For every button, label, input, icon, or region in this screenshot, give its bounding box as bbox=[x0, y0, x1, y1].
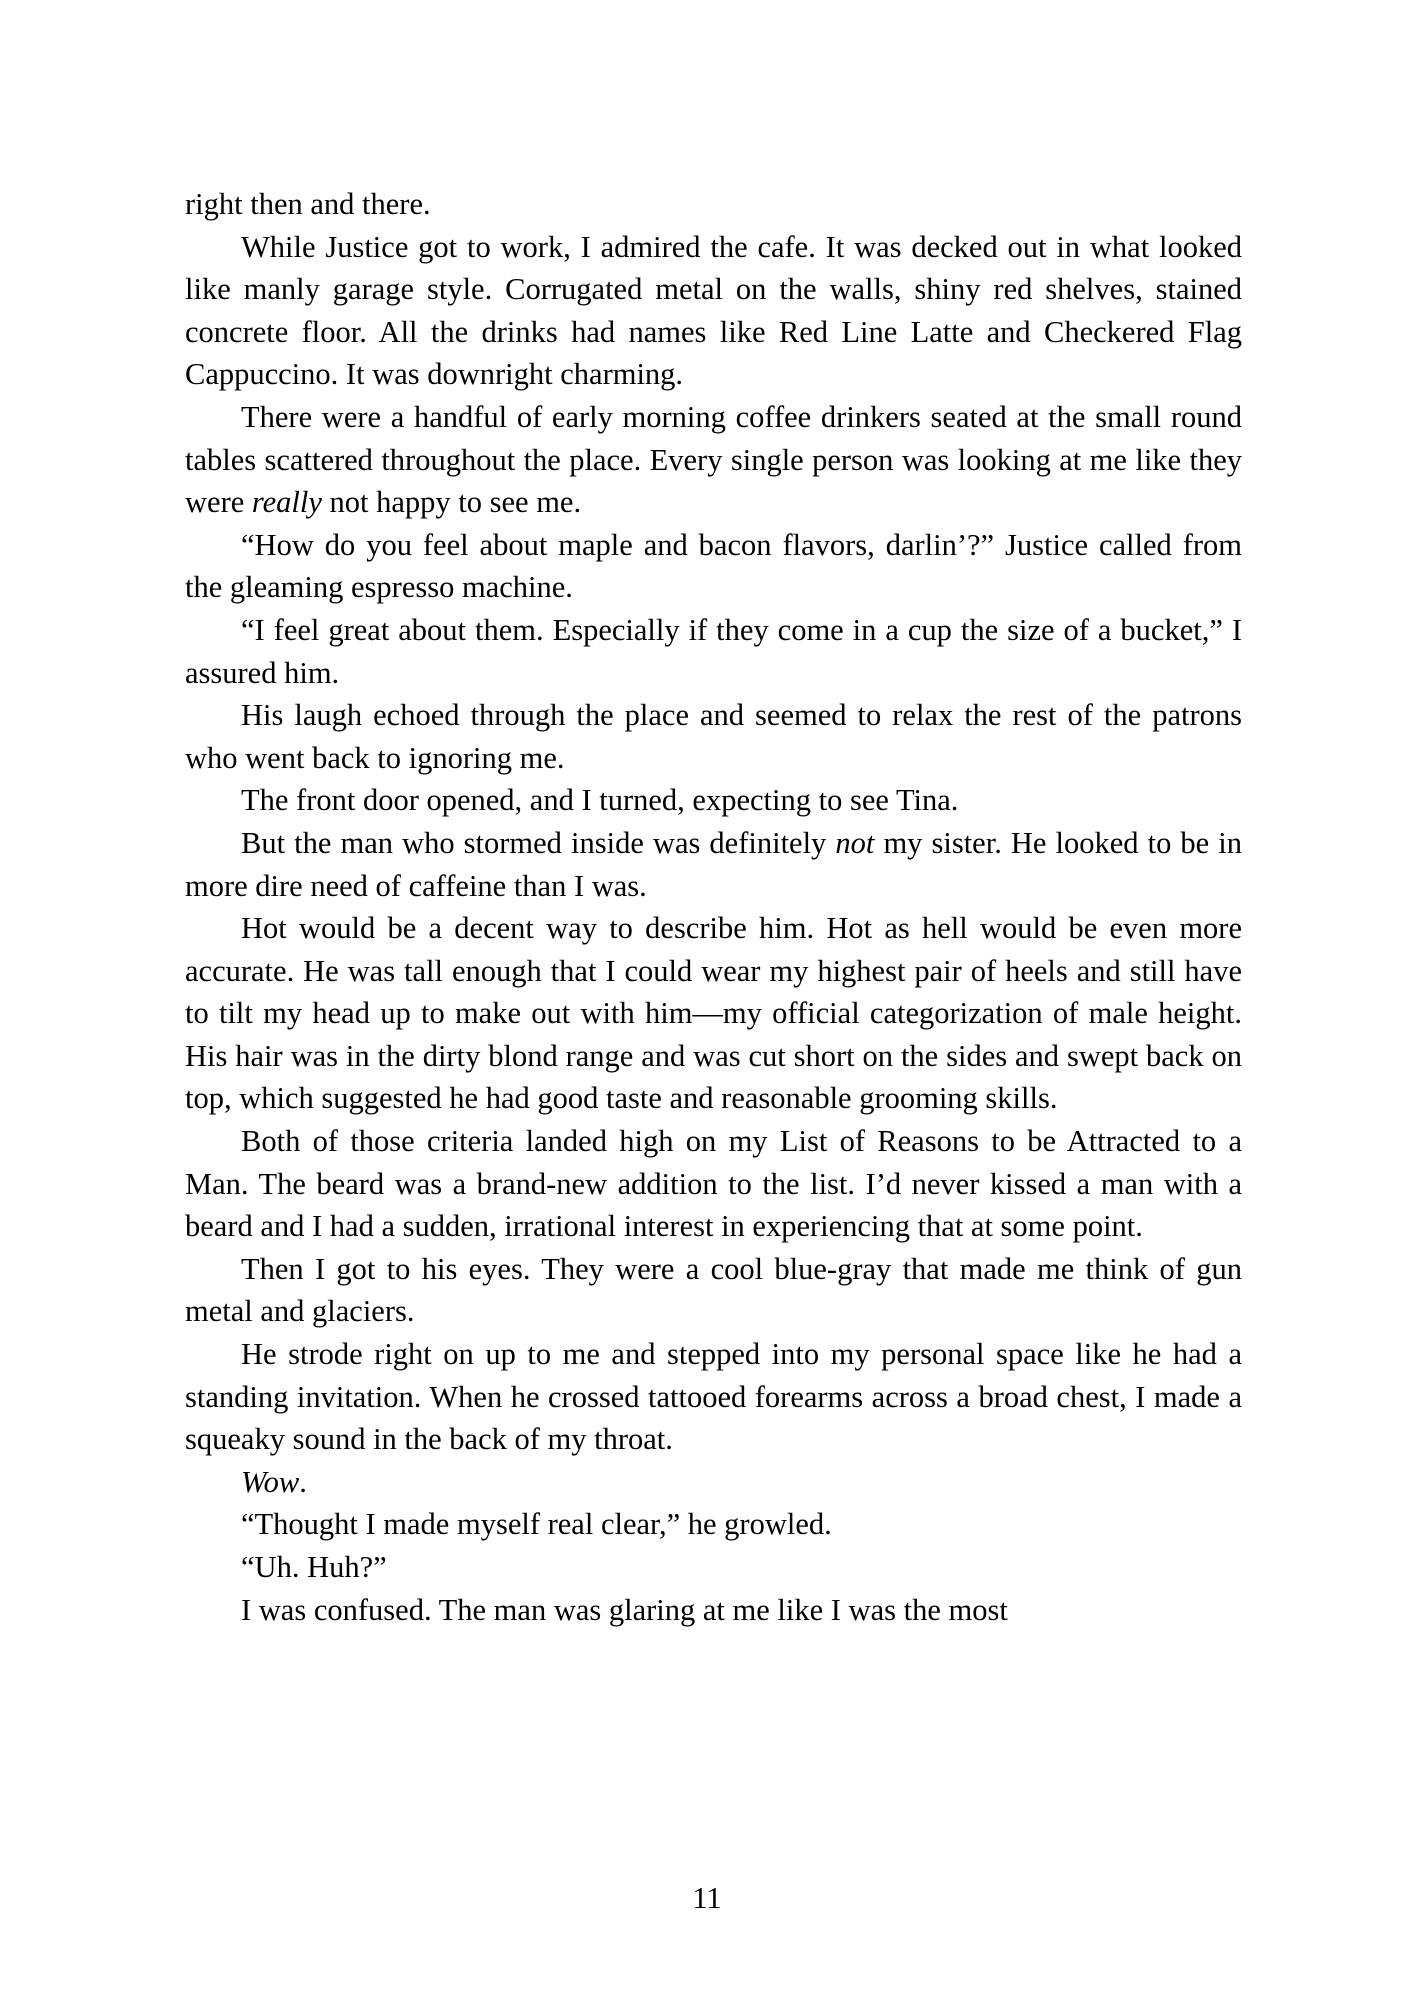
body-text: There were a handful of early morning coffee drinkers seated at the small round tables scattered throughout the place. Every single person was looking at me like they were bbox=[185, 399, 1242, 520]
body-text: “How do you feel about maple and bacon flavors, darlin’?” Justice called from the gleaming espresso machine. bbox=[185, 527, 1242, 605]
paragraph bbox=[185, 1589, 1242, 1632]
body-text: He strode right on up to me and stepped into my personal space like he had a standing invitation. When he crossed tattooed forearms across a broad chest, I made a squeaky sound in the back of my throat. bbox=[185, 1337, 1242, 1457]
paragraph bbox=[185, 226, 1242, 396]
body-text: Then I got to his eyes. They were a cool blue-gray that made me think of gun metal and glaciers. bbox=[185, 1251, 1242, 1329]
paragraph bbox=[185, 396, 1242, 524]
body-text: While Justice got to work, I admired the cafe. It was decked out in what looked like manly garage style. Corrugated metal on the walls, shiny red shelves, stained concrete floor. All the drinks had names like Red Line Latte and Checkered Flag Cappuccino. It was downright charming. bbox=[185, 229, 1242, 392]
body-text: not happy to see me. bbox=[321, 485, 582, 520]
body-text: “Uh. Huh?” bbox=[241, 1550, 387, 1584]
paragraph bbox=[185, 183, 1242, 226]
body-text: my sister. He looked to be in more dire need of caffeine than I was. bbox=[185, 825, 1242, 903]
paragraph bbox=[185, 907, 1242, 1120]
paragraph bbox=[185, 1503, 1242, 1546]
body-text: But the man who stormed inside was definitely bbox=[241, 825, 836, 860]
paragraph bbox=[185, 1333, 1242, 1461]
body-text: The front door opened, and I turned, expecting to see Tina. bbox=[241, 783, 959, 818]
body-text: . bbox=[299, 1464, 307, 1499]
paragraph bbox=[185, 524, 1242, 609]
page-number: 11 bbox=[692, 1881, 722, 1915]
body-text: “Thought I made myself real clear,” he growled. bbox=[241, 1507, 832, 1542]
paragraph bbox=[185, 1248, 1242, 1333]
paragraph bbox=[185, 694, 1242, 779]
page-text-block bbox=[185, 183, 1242, 1631]
paragraph bbox=[185, 779, 1242, 822]
paragraph bbox=[185, 1120, 1242, 1248]
body-text: Hot would be a decent way to describe him. Hot as hell would be even more accurate. He was tall enough that I could wear my highest pair of heels and still have to tilt my head up to make out with him—my official categorization of male height. His hair was in the dirty blond range and was cut short on the sides and swept back on top, which suggested he had good taste and reasonable grooming skills. bbox=[185, 911, 1242, 1116]
paragraph bbox=[185, 609, 1242, 694]
body-text: right then and there. bbox=[185, 187, 431, 221]
paragraph bbox=[185, 1461, 1242, 1504]
body-text: I was confused. The man was glaring at me like I was the most bbox=[241, 1592, 1008, 1627]
emphasis-text: Wow bbox=[241, 1464, 300, 1499]
paragraph bbox=[185, 822, 1242, 907]
body-text: Both of those criteria landed high on my List of Reasons to be Attracted to a Man. The beard was a brand-new addition to the list. I’d never kissed a man with a beard and I had a sudden, irrational interest in experiencing that at some point. bbox=[185, 1124, 1242, 1244]
paragraph bbox=[185, 1546, 1242, 1589]
body-text: His laugh echoed through the place and seemed to relax the rest of the patrons who went back to ignoring me. bbox=[185, 698, 1242, 775]
emphasis-text: not bbox=[835, 825, 875, 860]
emphasis-text: really bbox=[251, 485, 322, 520]
body-text: “I feel great about them. Especially if they come in a cup the size of a bucket,” I assured him. bbox=[185, 612, 1242, 690]
